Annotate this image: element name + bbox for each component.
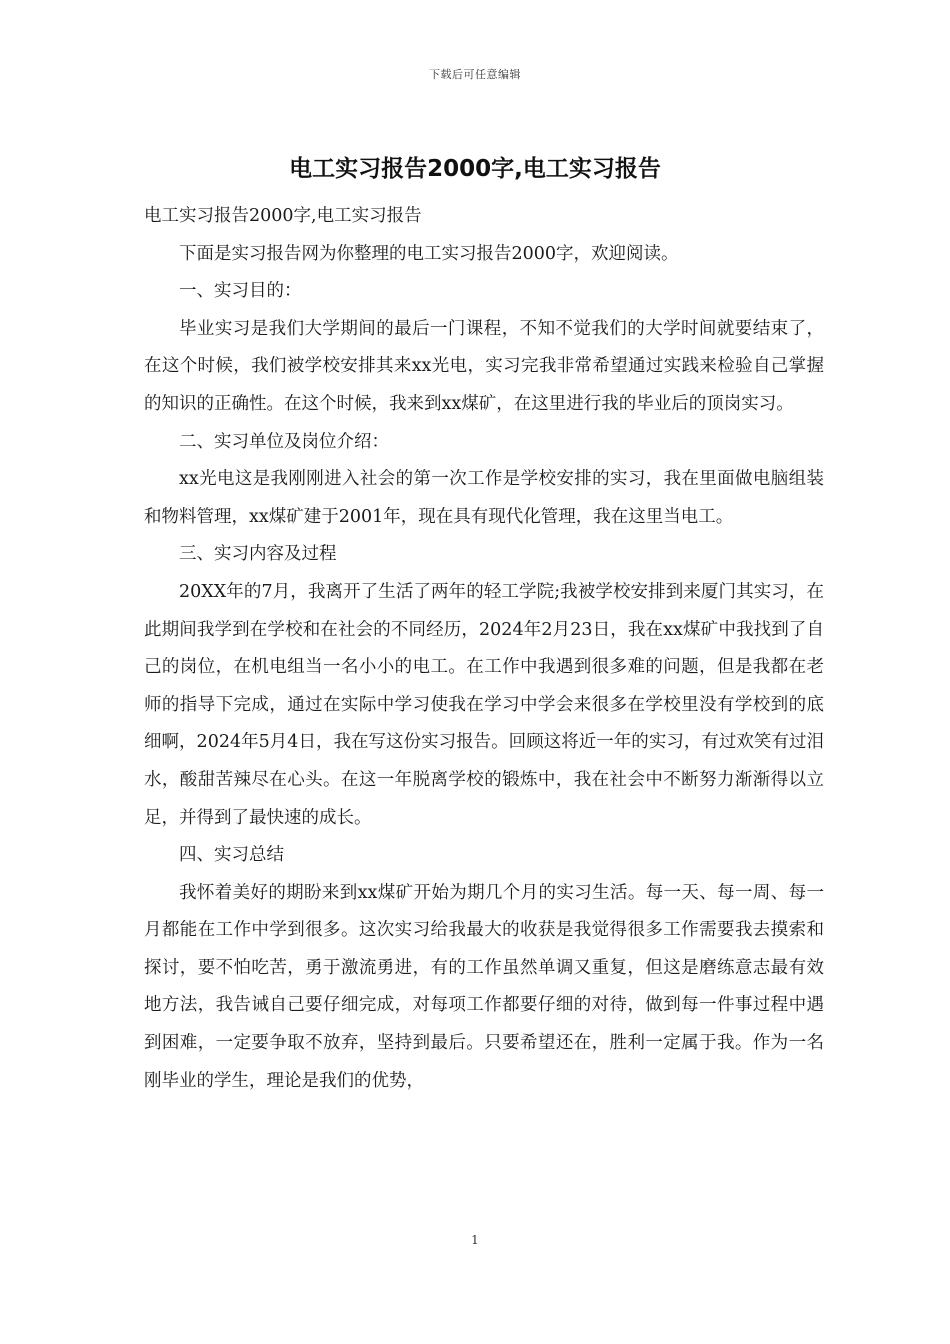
section-heading-unit: 二、实习单位及岗位介绍： [179,431,389,452]
header-note: 下载后可任意编辑 [429,68,521,81]
section-heading-purpose: 一、实习目的： [179,281,302,302]
section-heading-summary: 四、实习总结 [179,845,284,866]
paragraph-summary: 我怀着美好的期盼来到xx煤矿开始为期几个月的实习生活。每一天、每一周、每一月都能在工作中学到很多。这次实习给我最大的收获是我觉得很多工作需要我去摸索和探讨，要不怕吃苦，勇于激流勇进，有的工作虽然单调又重复，但这是磨练意志最有效地方法，我告诫自己要仔细完成，对每项工作都要仔细的对待，做到每一件事过程中遇到困难，一定要争取不放弃，坚持到最后。只要希望还在，胜利一定属于我。作为一名刚毕业的学生，理论是我们的优势， [144,882,824,1091]
intro-paragraph: 下面是实习报告网为你整理的电工实习报告2000字，欢迎阅读。 [179,243,679,264]
document-title: 电工实习报告2000字,电工实习报告 [289,156,661,182]
document-body [144,198,824,1100]
section-heading-content: 三、实习内容及过程 [179,544,337,565]
paragraph-content: 20XX年的7月，我离开了生活了两年的轻工学院;我被学校安排到来厦门其实习，在此期间我学到在学校和在社会的不同经历，2024年2月23日，我在xx煤矿中我找到了自己的岗位，在机电组当一名小小的电工。在工作中我遇到很多难的问题，但是我都在老师的指导下完成，通过在实际中学习使我在学习中学会来很多在学校里没有学校到的底细啊，2024年5月4日，我在写这份实习报告。回顾这将近一年的实习，有过欢笑有过泪水，酸甜苦辣尽在心头。在这一年脱离学校的锻炼中，我在社会中不断努力渐渐得以立足，并得到了最快速的成长。 [144,581,824,828]
subtitle-line: 电工实习报告2000字,电工实习报告 [144,206,422,226]
paragraph-unit: xx光电这是我刚刚进入社会的第一次工作是学校安排的实习，我在里面做电脑组装和物料管理，xx煤矿建于2001年，现在具有现代化管理，我在这里当电工。 [144,469,824,527]
page-number: 1 [471,1233,479,1247]
paragraph-purpose: 毕业实习是我们大学期间的最后一门课程，不知不觉我们的大学时间就要结束了，在这个时候，我们被学校安排其来xx光电，实习完我非常希望通过实践来检验自己掌握的知识的正确性。在这个时候，我来到xx煤矿，在这里进行我的毕业后的顶岗实习。 [144,318,824,414]
